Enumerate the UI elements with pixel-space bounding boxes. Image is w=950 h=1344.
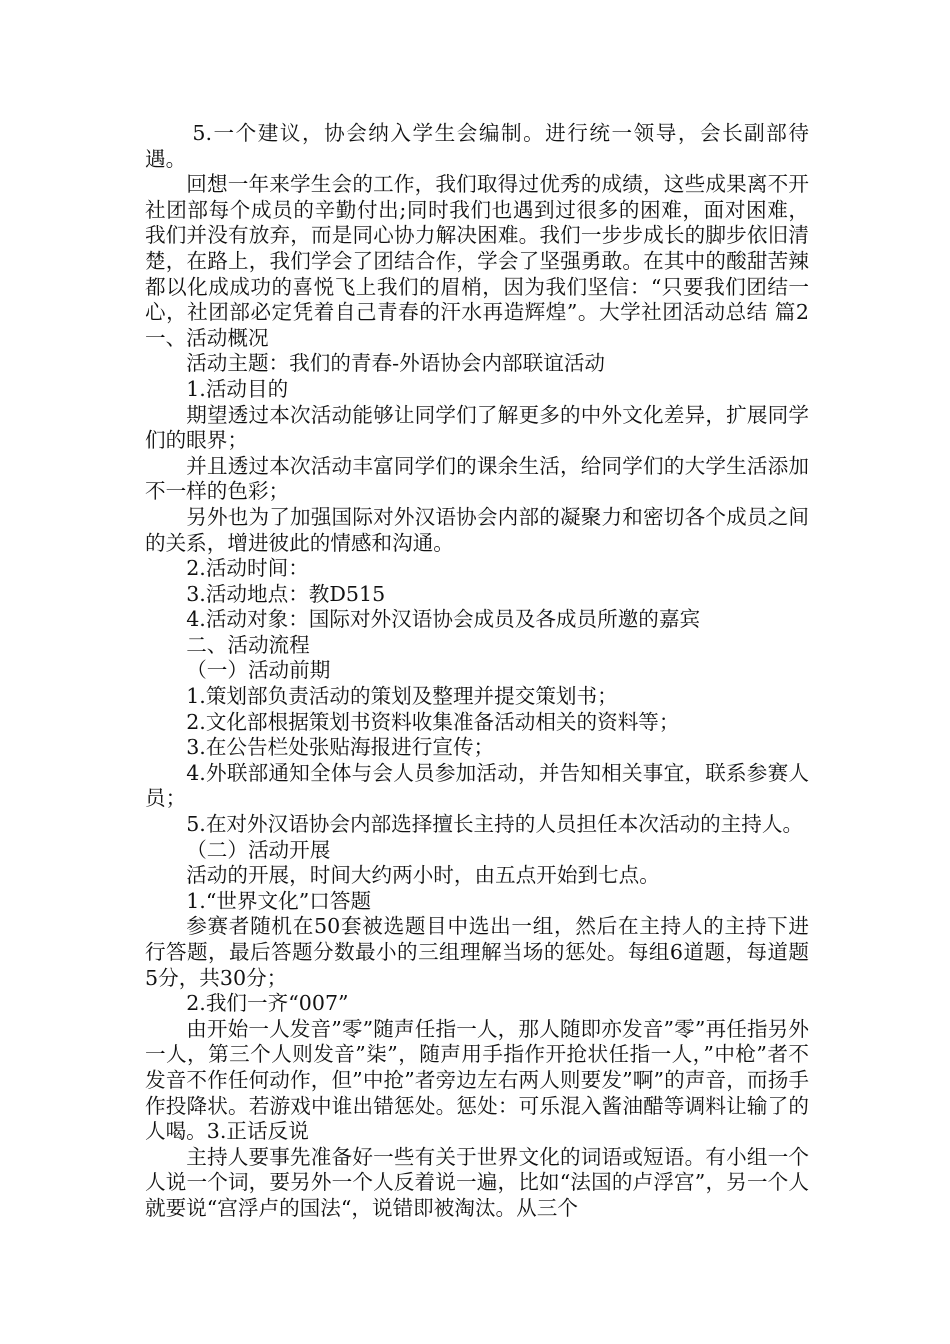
paragraph-9: 3.活动地点：教D515	[186, 581, 386, 606]
paragraph-14: 2.文化部根据策划书资料收集准备活动相关的资料等；	[186, 709, 680, 734]
paragraph-6: 并且透过本次活动丰富同学们的课余生活，给同学们的大学生活添加不一样的色彩；	[145, 453, 809, 504]
paragraph-4: 1.活动目的	[186, 376, 289, 401]
paragraph-17: 5.在对外汉语协会内部选择擅长主持的人员担任本次活动的主持人。	[186, 812, 804, 837]
paragraph-10: 4.活动对象：国际对外汉语协会成员及各成员所邀的嘉宾	[186, 607, 701, 632]
paragraph-5: 期望透过本次活动能够让同学们了解更多的中外文化差异，扩展同学们的眼界；	[145, 402, 809, 453]
paragraph-7: 另外也为了加强国际对外汉语协会内部的凝聚力和密切各个成员之间的关系，增进彼此的情感和沟通。	[145, 504, 809, 555]
paragraph-19: 活动的开展，时间大约两小时，由五点开始到七点。	[186, 863, 660, 888]
paragraph-21: 参赛者随机在50套被选题目中选出一组，然后在主持人的主持下进行答题，最后答题分数最小的三组理解当场的惩处。每组6道题，每道题5分，共30分；	[145, 914, 809, 990]
paragraph-11: 二、活动流程	[186, 632, 310, 657]
paragraph-1: 5.一个建议，协会纳入学生会编制。进行统一领导，会长副部待遇。	[145, 121, 809, 171]
paragraph-12: （一）活动前期	[186, 658, 331, 683]
paragraph-20: 1.“世界文化”口答题	[186, 888, 372, 913]
paragraph-8: 2.活动时间：	[186, 556, 309, 581]
paragraph-24: 主持人要事先准备好一些有关于世界文化的词语或短语。有小组一个人说一个词，要另外一个人反着说一遍，比如“法国的卢浮宫”，另一个人就要说“宫浮卢的国法“，说错即被淘汰。从三个	[145, 1144, 809, 1220]
paragraph-15: 3.在公告栏处张贴海报进行宣传；	[186, 735, 495, 760]
paragraph-22: 2.我们一齐“007”	[186, 991, 349, 1016]
paragraph-18: （二）活动开展	[186, 837, 331, 862]
paragraph-3: 活动主题：我们的青春-外语协会内部联谊活动	[186, 351, 606, 376]
paragraph-13: 1.策划部负责活动的策划及整理并提交策划书；	[186, 684, 618, 709]
paragraph-23: 由开始一人发音”零”随声任指一人，那人随即亦发音”零”再任指另外一人，第三个人则发音”柒”，随声用手指作开抢状任指一人，”中枪”者不发音不作任何动作，但”中抢”者旁边左右两人则要发”啊”的声音，而扬手作投降状。若游戏中谁出错惩处。惩处：可乐混入酱油醋等调料让输了的人喝。3.正话反说	[145, 1016, 809, 1144]
paragraph-2: 回想一年来学生会的工作，我们取得过优秀的成绩，这些成果离不开社团部每个成员的辛勤付出;同时我们也遇到过很多的困难，面对困难，我们并没有放弃，而是同心协力解决困难。我们一步步成长的脚步依旧清楚，在路上，我们学会了团结合作，学会了坚强勇敢。在其中的酸甜苦辣都以化成成功的喜悦飞上我们的眉梢，因为我们坚信：“只要我们团结一心，社团部必定凭着自己青春的汗水再造辉煌”。大学社团活动总结 篇2一、活动概况	[145, 172, 809, 350]
document-body	[145, 121, 809, 1222]
paragraph-16: 4.外联部通知全体与会人员参加活动，并告知相关事宜，联系参赛人员；	[145, 760, 809, 811]
